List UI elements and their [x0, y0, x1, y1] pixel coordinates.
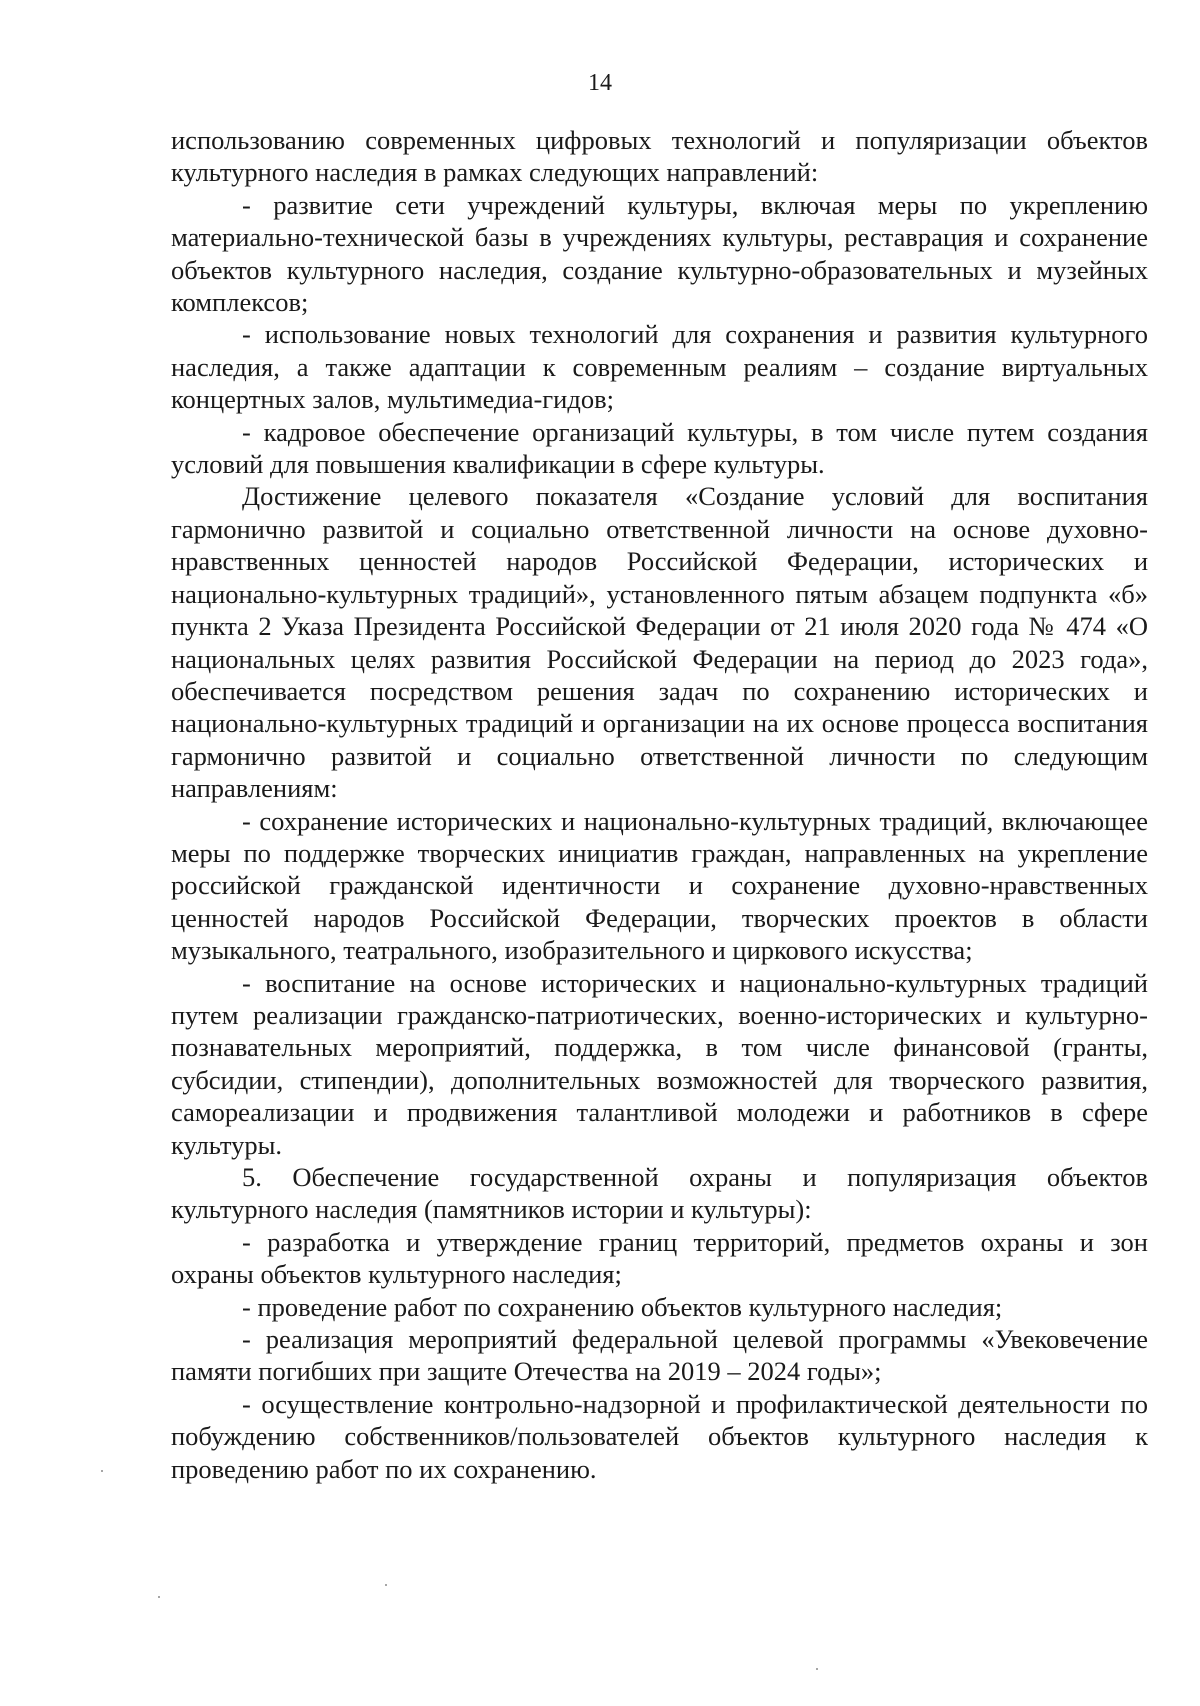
list-item-staffing: - кадровое обеспечение организаций культуры, в том числе путем создания условий для повышения квалификации в сфере культуры.	[171, 416, 1148, 480]
section-heading-5: 5. Обеспечение государственной охраны и популяризация объектов культурного наследия (памятников истории и культуры):	[171, 1162, 1148, 1225]
document-body	[171, 124, 1148, 1485]
list-item-culture-network: - развитие сети учреждений культуры, включая меры по укреплению материально-технической базы в учреждениях культуры, реставрация и сохранение объектов культурного наследия, создание культурно-образовательных и музейных комплексов;	[171, 189, 1148, 318]
scan-speck	[816, 1668, 818, 1670]
paragraph-continuation: использованию современных цифровых технологий и популяризации объектов культурного наследия в рамках следующих направлений:	[171, 125, 1148, 188]
list-item-preservation-works: - проведение работ по сохранению объектов культурного наследия;	[242, 1291, 1003, 1322]
page-number: 14	[588, 70, 612, 96]
scan-speck	[158, 1596, 160, 1598]
list-item-control-supervision: - осуществление контрольно-надзорной и профилактической деятельности по побуждению собственников/пользователей объектов культурного наследия к проведению работ по их сохранению.	[171, 1388, 1148, 1484]
list-item-boundaries: - разработка и утверждение границ территорий, предметов охраны и зон охраны объектов культурного наследия;	[171, 1226, 1148, 1290]
paragraph-target-indicator: Достижение целевого показателя «Создание условий для воспитания гармонично развитой и социально ответственной личности на основе духовно-нравственных ценностей народов Российской Федерации, исторических и национально-культурных традиций», установленного пятым абзацем подпункта «б» пункта 2 Указа Президента Российской Федерации от 21 июля 2020 года № 474 «О национальных целях развития Российской Федерации на период до 2023 года», обеспечивается посредством решения задач по сохранению исторических и национально-культурных традиций и организации на их основе процесса воспитания гармонично развитой и социально ответственной личности по следующим направлениям:	[171, 481, 1148, 804]
list-item-federal-program: - реализация мероприятий федеральной целевой программы «Увековечение памяти погибших при защите Отечества на 2019 – 2024 годы»;	[171, 1324, 1148, 1387]
list-item-preservation-traditions: - сохранение исторических и национально-культурных традиций, включающее меры по поддержке творческих инициатив граждан, направленных на укрепление российской гражданской идентичности и сохранение духовно-нравственных ценностей народов Российской Федерации, творческих проектов в области музыкального, театрального, изобразительного и циркового искусства;	[171, 805, 1148, 966]
scan-speck	[101, 1470, 103, 1472]
list-item-new-technologies: - использование новых технологий для сохранения и развития культурного наследия, а также адаптации к современным реалиям – создание виртуальных концертных залов, мультимедиа-гидов;	[171, 319, 1148, 415]
list-item-upbringing: - воспитание на основе исторических и национально-культурных традиций путем реализации гражданско-патриотических, военно-исторических и культурно-познавательных мероприятий, поддержка, в том числе финансовой (гранты, субсидии, стипендии), дополнительных возможностей для творческого развития, самореализации и продвижения талантливой молодежи и работников в сфере культуры.	[171, 967, 1148, 1160]
scan-speck	[385, 1584, 387, 1586]
